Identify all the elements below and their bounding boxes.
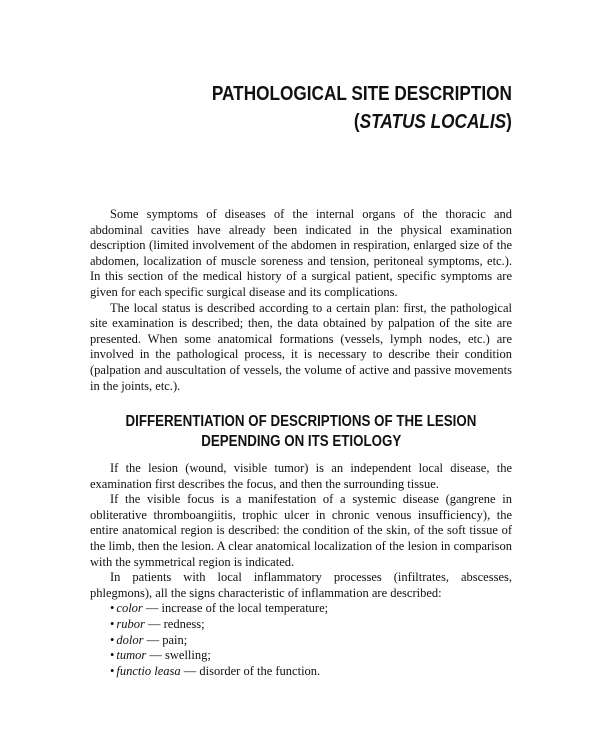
title-line-2 [212,108,512,136]
section-heading-line-1: DIFFERENTIATION OF DESCRIPTIONS OF THE LESION [125,413,477,430]
sign-description: — pain; [143,632,188,647]
sign-term: tumor [116,648,147,663]
sign-term: functio leasa [116,663,181,678]
page-title [163,80,512,136]
sign-description: — redness; [144,616,205,631]
etiology-paragraph-2: If the visible focus is a manifestation of a systemic disease (gangrene in obliterative thromboangiitis, trophic ulcer in chronic venous insufficiency), the entire anatomical region is described: the condition of the skin, of the soft tissue of the limb, then the lesion. A clear anatomical localization of the lesion in comparison with the symmetrical region is indicated. [90,492,512,569]
sign-term: rubor [116,616,145,631]
list-item [110,648,512,664]
etiology-paragraph-1: If the lesion (wound, visible tumor) is an independent local disease, the examination first describes the focus, and then the surrounding tissue. [90,461,512,491]
bullet-icon: • [110,648,115,663]
intro-paragraph-2: The local status is described according to a certain plan: first, the pathological site examination is described; then, the data obtained by palpation of the site are presented. When some anatomical formations (vessels, lymph nodes, etc.) are involved in the pathological process, it is necessary to describe their condition (palpation and auscultation of vessels, the volume of active and passive movements in the joints, etc.). [90,300,512,393]
list-item [110,617,512,633]
intro-section [90,207,512,394]
list-item [110,601,512,617]
intro-paragraph-1: Some symptoms of diseases of the internal organs of the thoracic and abdominal cavities have already been indicated in the physical examination description (limited involvement of the abdomen in respiration, enlarged size of the abdomen, localization of muscle soreness and tension, peritoneal symptoms, etc.). In this section of the medical history of a surgical patient, specific symptoms are given for each specific surgical disease and its complications. [90,207,512,299]
list-item [110,633,512,649]
sign-description: — disorder of the function. [180,663,321,678]
etiology-paragraph-3: In patients with local inflammatory processes (infiltrates, abscesses, phlegmons), all the signs characteristic of inflammation are described: [90,570,512,600]
sign-description: — swelling; [146,648,211,663]
title-line-1: PATHOLOGICAL SITE DESCRIPTION [211,83,512,105]
title-paren-close: ) [506,111,512,133]
bullet-icon: • [110,663,115,678]
bullet-icon: • [110,601,115,616]
bullet-icon: • [110,632,115,647]
title-latin-term: STATUS LOCALIS [359,111,507,133]
etiology-section [90,461,512,679]
sign-description: — increase of the local temperature; [142,601,329,616]
inflammation-signs-list [90,601,512,679]
sign-term: dolor [116,632,144,647]
section-heading-line-2: DEPENDING ON ITS ETIOLOGY [201,433,401,450]
title-paren-open: ( [354,111,360,133]
list-item [110,664,512,680]
sign-term: color [116,601,143,616]
bullet-icon: • [110,616,115,631]
section-heading [90,412,512,452]
